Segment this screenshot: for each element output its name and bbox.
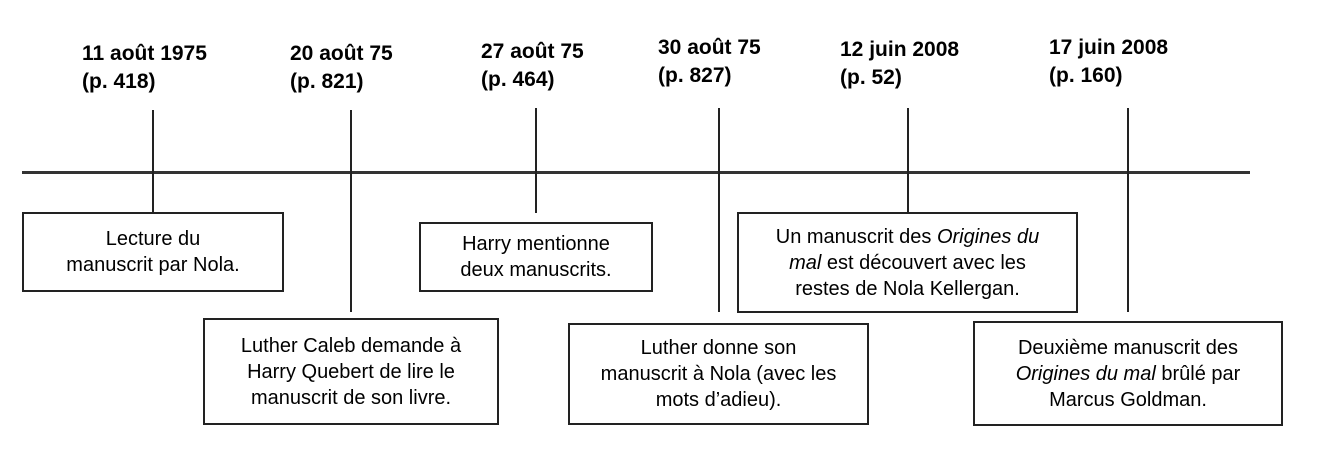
event-description-line: Marcus Goldman. <box>1049 388 1207 411</box>
timeline-tick <box>1127 108 1129 312</box>
text-segment: est découvert avec les <box>821 251 1026 274</box>
event-description-line: manuscrit à Nola (avec les <box>600 363 837 385</box>
event-page-ref: (p. 827) <box>658 64 732 87</box>
event-page-ref: (p. 418) <box>82 70 156 93</box>
event-description-line: Lecture du <box>105 228 201 250</box>
event-page-ref: (p. 160) <box>1049 64 1123 87</box>
event-description-box <box>22 212 284 292</box>
event-description-box <box>568 323 869 425</box>
event-description-line: Luther Caleb demande à <box>240 334 462 357</box>
event-description-box <box>203 318 499 425</box>
event-description-line <box>789 250 1026 276</box>
text-segment: brûlé par <box>1155 362 1241 385</box>
event-description-line: Harry mentionne <box>462 233 610 255</box>
event-description-line <box>1016 361 1241 387</box>
timeline-tick <box>907 108 909 213</box>
event-date-label <box>481 38 584 94</box>
event-date: 20 août 75 <box>290 42 393 65</box>
event-date: 30 août 75 <box>658 36 761 59</box>
timeline-tick <box>718 108 720 312</box>
book-title-italic: Origines du <box>936 225 1040 248</box>
event-date-label <box>658 34 761 90</box>
book-title-italic: Origines du mal <box>1015 362 1156 385</box>
event-page-ref: (p. 464) <box>481 68 555 91</box>
event-date-label <box>840 36 959 92</box>
event-description-line: Harry Quebert de lire le <box>247 360 455 383</box>
timeline-tick <box>152 110 154 213</box>
event-description-box <box>737 212 1078 313</box>
event-description-box <box>973 321 1283 426</box>
event-description-line: Luther donne son <box>640 337 797 359</box>
event-date: 27 août 75 <box>481 40 584 63</box>
event-date: 17 juin 2008 <box>1049 36 1169 59</box>
timeline-tick <box>350 110 352 312</box>
event-date-label <box>82 40 207 96</box>
event-description-line: manuscrit de son livre. <box>250 386 452 409</box>
timeline-axis <box>22 171 1250 174</box>
timeline-tick <box>535 108 537 213</box>
event-page-ref: (p. 821) <box>290 70 364 93</box>
event-description-line <box>776 224 1039 250</box>
event-date-label <box>290 40 393 96</box>
event-date: 12 juin 2008 <box>840 38 960 61</box>
event-description-line: restes de Nola Kellergan. <box>795 277 1020 300</box>
event-description-line: Deuxième manuscrit des <box>1017 336 1239 359</box>
event-date-label <box>1049 34 1168 90</box>
book-title-italic: mal <box>789 251 822 274</box>
event-description-line: mots d’adieu). <box>655 389 782 411</box>
event-description-box <box>419 222 653 292</box>
event-date: 11 août 1975 <box>82 42 207 65</box>
text-segment: Un manuscrit des <box>775 225 937 248</box>
event-description-line: deux manuscrits. <box>460 259 612 281</box>
event-page-ref: (p. 52) <box>840 66 902 89</box>
event-description-line: manuscrit par Nola. <box>66 254 240 276</box>
